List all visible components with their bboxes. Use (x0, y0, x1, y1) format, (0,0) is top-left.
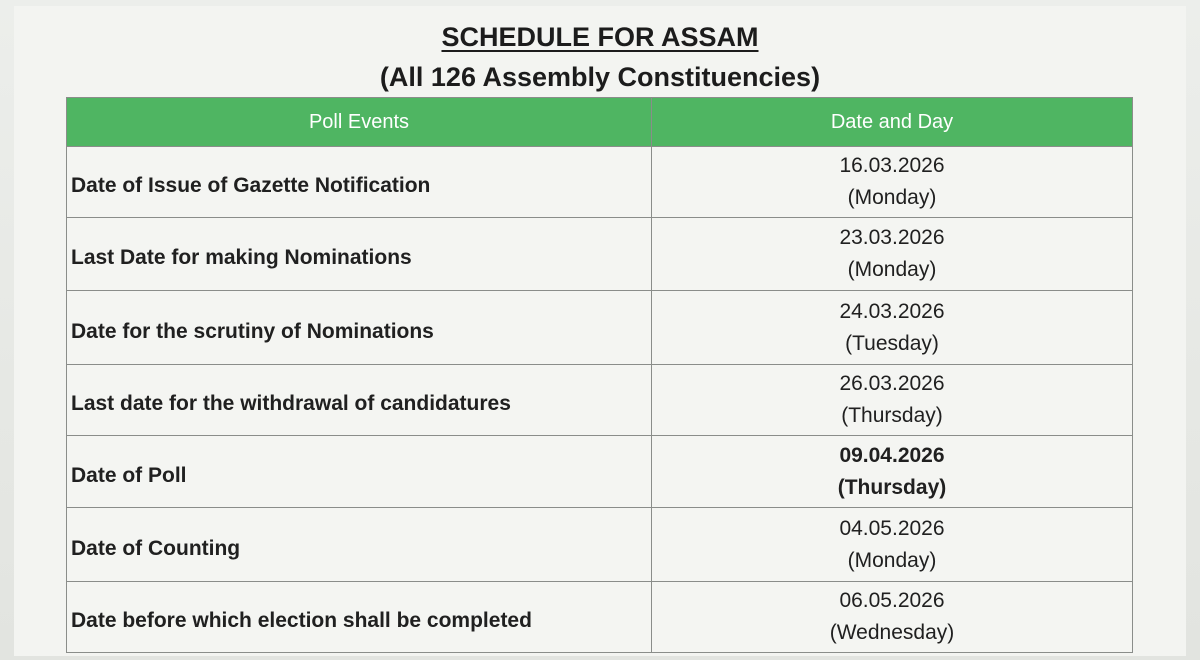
date-value: 06.05.2026 (839, 589, 945, 612)
table-row (67, 582, 1133, 653)
event-label: Date for the scrutiny of Nominations (71, 319, 434, 343)
date-value: 09.04.2026 (839, 443, 945, 467)
day-value: (Tuesday) (845, 331, 939, 355)
header-date-and-day: Date and Day (652, 98, 1133, 147)
event-cell (67, 218, 652, 291)
event-cell (67, 436, 652, 508)
event-label: Last date for the withdrawal of candidatures (71, 392, 511, 415)
page-title (14, 20, 1186, 54)
table-row (67, 147, 1133, 218)
date-cell (652, 218, 1133, 291)
title-text: SCHEDULE FOR ASSAM (441, 22, 759, 52)
slide (14, 6, 1186, 656)
table-row (67, 365, 1133, 436)
page-subtitle: (All 126 Assembly Constituencies) (379, 62, 821, 92)
date-cell (652, 147, 1133, 218)
table-row (67, 508, 1133, 582)
event-label: Date of Counting (71, 536, 241, 560)
event-label: Date of Poll (71, 463, 187, 487)
date-value: 23.03.2026 (839, 226, 945, 249)
date-cell (652, 291, 1133, 365)
event-cell (67, 365, 652, 436)
event-cell (67, 291, 652, 365)
day-value: (Monday) (847, 548, 937, 572)
day-value: (Thursday) (837, 475, 947, 499)
event-label: Date of Issue of Gazette Notification (71, 174, 431, 197)
date-cell (652, 508, 1133, 582)
day-value: (Monday) (847, 258, 937, 281)
day-value: (Wednesday) (829, 621, 955, 644)
table-header-row (67, 98, 1133, 147)
date-value: 16.03.2026 (839, 154, 945, 177)
date-value: 24.03.2026 (839, 299, 945, 323)
event-cell (67, 582, 652, 653)
date-cell (652, 365, 1133, 436)
date-value: 26.03.2026 (839, 372, 945, 395)
table-row (67, 218, 1133, 291)
event-label: Date before which election shall be completed (71, 609, 532, 632)
table-row (67, 436, 1133, 508)
date-cell (652, 582, 1133, 653)
event-cell (67, 508, 652, 582)
day-value: (Monday) (847, 186, 937, 209)
event-cell (67, 147, 652, 218)
header-poll-events: Poll Events (67, 98, 652, 147)
date-value: 04.05.2026 (839, 516, 945, 540)
schedule-table (66, 97, 1133, 653)
event-label: Last Date for making Nominations (71, 246, 412, 269)
date-cell (652, 436, 1133, 508)
day-value: (Thursday) (841, 404, 943, 427)
table-row (67, 291, 1133, 365)
